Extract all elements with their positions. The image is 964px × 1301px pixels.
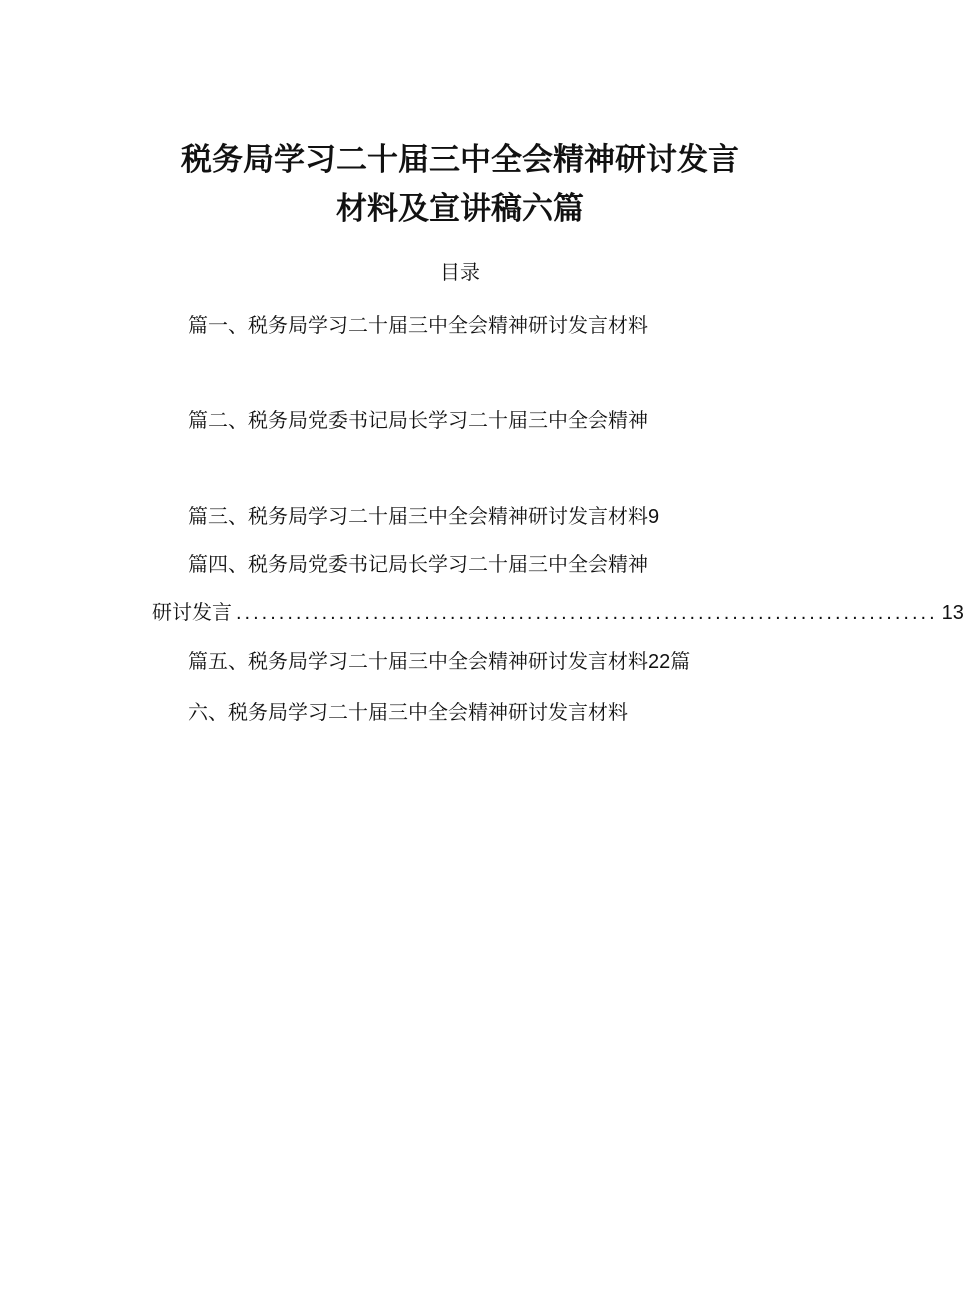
toc-entry-text: 篇五、税务局学习二十届三中全会精神研讨发言材料	[188, 649, 648, 673]
toc-entry-text: 篇二、税务局党委书记局长学习二十届三中全会精神	[188, 408, 648, 432]
toc-entry-text: 篇四、税务局党委书记局长学习二十届三中全会精神	[188, 552, 648, 576]
toc-entry-4[interactable]	[188, 554, 648, 574]
toc-entry-1[interactable]	[188, 315, 648, 335]
toc-entry-5[interactable]	[188, 651, 690, 672]
toc-entry-page-number: 22	[648, 651, 671, 673]
toc-entry-page-number: 13	[941, 602, 964, 624]
toc-entry-suffix: 篇	[670, 649, 691, 673]
toc-entry-4-continuation[interactable]	[152, 600, 964, 624]
toc-entry-text: 六、税务局学习二十届三中全会精神研讨发言材料	[188, 700, 628, 724]
toc-entry-text: 篇一、税务局学习二十届三中全会精神研讨发言材料	[188, 313, 648, 337]
document-title-line-1: 税务局学习二十届三中全会精神研讨发言	[181, 142, 739, 178]
toc-entry-text: 研讨发言	[152, 600, 232, 624]
toc-entry-2[interactable]	[188, 410, 648, 430]
toc-entry-text: 篇三、税务局学习二十届三中全会精神研讨发言材料	[188, 504, 648, 528]
toc-entry-6[interactable]	[188, 702, 628, 722]
toc-entry-page-number: 9	[648, 506, 660, 528]
toc-heading: 目录	[440, 260, 480, 284]
toc-dot-leader: ..................................................................................	[236, 602, 938, 624]
toc-entry-3[interactable]	[188, 506, 659, 527]
document-title-line-2: 材料及宣讲稿六篇	[336, 191, 584, 227]
